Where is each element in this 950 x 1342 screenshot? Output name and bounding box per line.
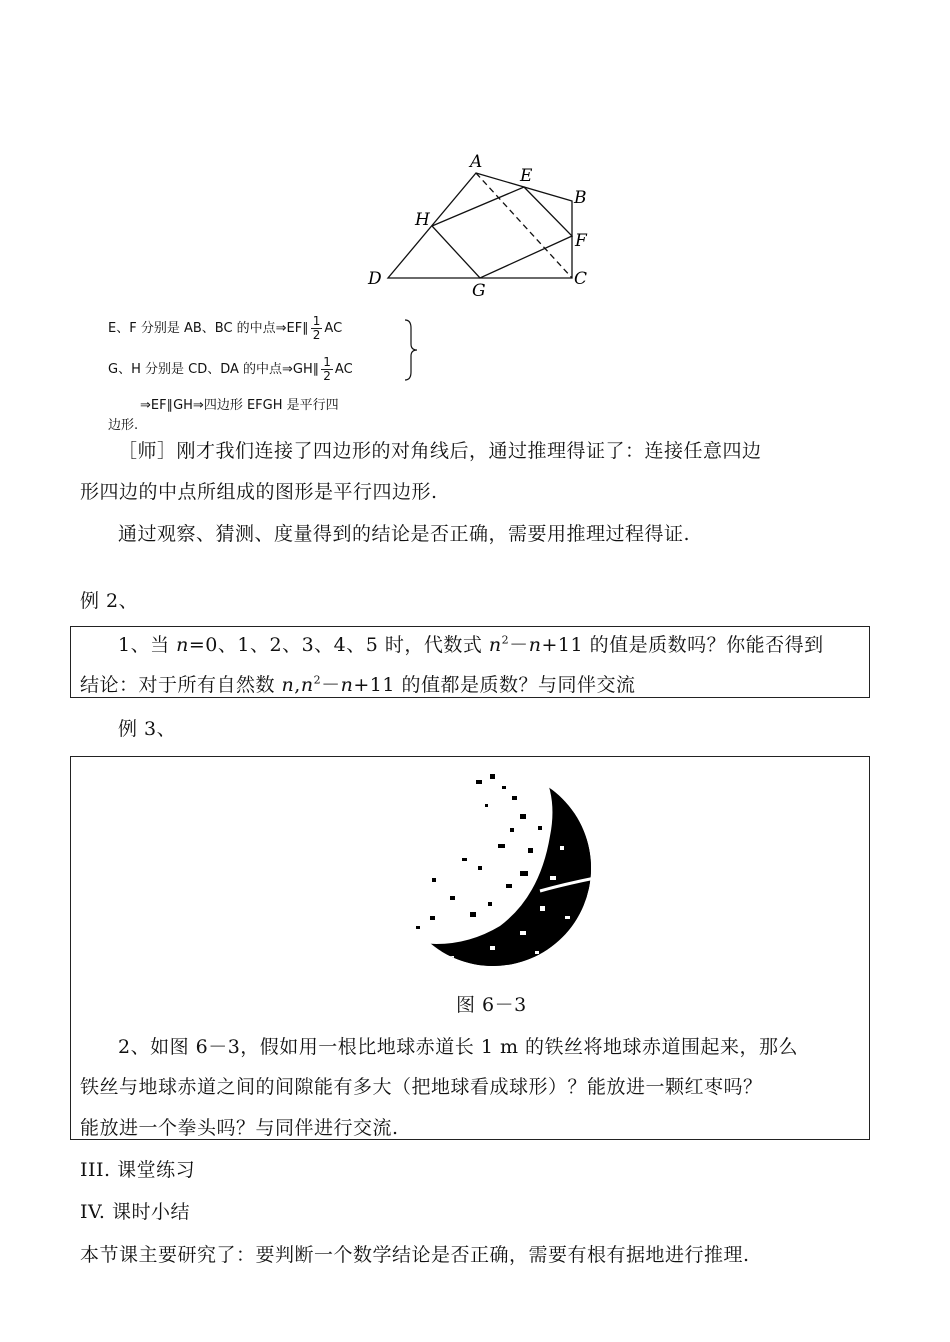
variable-n: n: [340, 674, 354, 696]
label-g: G: [472, 281, 486, 300]
observe-paragraph: 通过观察、猜测、度量得到的结论是否正确，需要用推理过程得证.: [118, 523, 691, 545]
example-2-line-1: [118, 628, 824, 662]
proof-text: E、F 分别是 AB、BC 的中点⇒EF: [108, 321, 303, 336]
fraction-denominator: 2: [323, 369, 331, 383]
section-classroom-practice: III. 课堂练习: [80, 1159, 196, 1181]
proof-line-4: 边形.: [108, 418, 139, 433]
fraction-numerator: 1: [312, 314, 321, 328]
fraction-denominator: 2: [312, 328, 321, 342]
proof-line-2: [108, 356, 353, 383]
exponent: 2: [313, 673, 322, 687]
label-h: H: [415, 210, 430, 230]
proof-line-3: ⇒EF∥GH⇒四边形 EFGH 是平行四: [140, 398, 339, 413]
section-lesson-summary: IV. 课时小结: [80, 1201, 190, 1223]
variable-n: n: [281, 674, 295, 696]
example-3-heading: 例 3、: [118, 718, 177, 740]
variable-n: n: [176, 634, 189, 656]
example-2-heading: 例 2、: [80, 590, 139, 612]
example-3-line-3: 能放进一个拳头吗？与同伴进行交流.: [80, 1117, 399, 1139]
figure-caption: 图 6－3: [456, 994, 527, 1016]
proof-line-1: [108, 315, 342, 342]
label-b: B: [574, 188, 587, 208]
text: 结论：对于所有自然数: [80, 674, 282, 696]
teacher-line-1: ［师］刚才我们连接了四边形的对角线后，通过推理得证了：连接任意四边: [118, 440, 762, 462]
variable-n: n: [528, 634, 542, 656]
fraction-half: [311, 315, 323, 342]
proof-text: G、H 分别是 CD、DA 的中点⇒GH: [108, 362, 313, 377]
label-e: E: [520, 166, 533, 186]
comma: ,: [294, 674, 301, 696]
fraction-numerator: 1: [323, 355, 331, 369]
text: +11 的值是质数吗？你能否得到: [541, 634, 824, 656]
fraction-half: [321, 356, 333, 383]
example-3-line-1: 2、如图 6－3，假如用一根比地球赤道长 1 m 的铁丝将地球赤道围起来，那么: [118, 1036, 799, 1058]
diagonal-ac: [476, 173, 572, 278]
summary-paragraph: 本节课主要研究了：要判断一个数学结论是否正确，需要有根有据地进行推理.: [80, 1244, 750, 1266]
text: 1、当: [118, 634, 177, 656]
proof-text: AC: [324, 321, 343, 336]
brace-right: [403, 318, 419, 382]
label-a: A: [470, 152, 483, 172]
variable-n: n: [488, 634, 502, 656]
proof-text: AC: [334, 362, 353, 377]
minus-sign: －: [321, 674, 341, 696]
text: =0、1、2、3、4、5 时，代数式: [188, 634, 489, 656]
earth-illustration: [390, 766, 600, 986]
minus-sign: －: [509, 634, 529, 656]
teacher-line-2: 形四边的中点所组成的图形是平行四边形.: [80, 481, 438, 503]
text: +11 的值都是质数？与同伴交流: [353, 674, 636, 696]
label-d: D: [368, 269, 382, 289]
label-f: F: [575, 231, 587, 251]
example-3-line-2: 铁丝与地球赤道之间的间隙能有多大（把地球看成球形）？能放进一颗红枣吗？: [80, 1076, 763, 1098]
label-c: C: [574, 269, 588, 289]
example-2-line-2: [80, 668, 636, 702]
parallel-equal-symbol: ∥: [312, 362, 320, 377]
parallel-equal-symbol: ∥: [302, 321, 309, 336]
exponent: 2: [501, 633, 510, 647]
quadrilateral-figure: [360, 150, 600, 300]
variable-n: n: [300, 674, 314, 696]
